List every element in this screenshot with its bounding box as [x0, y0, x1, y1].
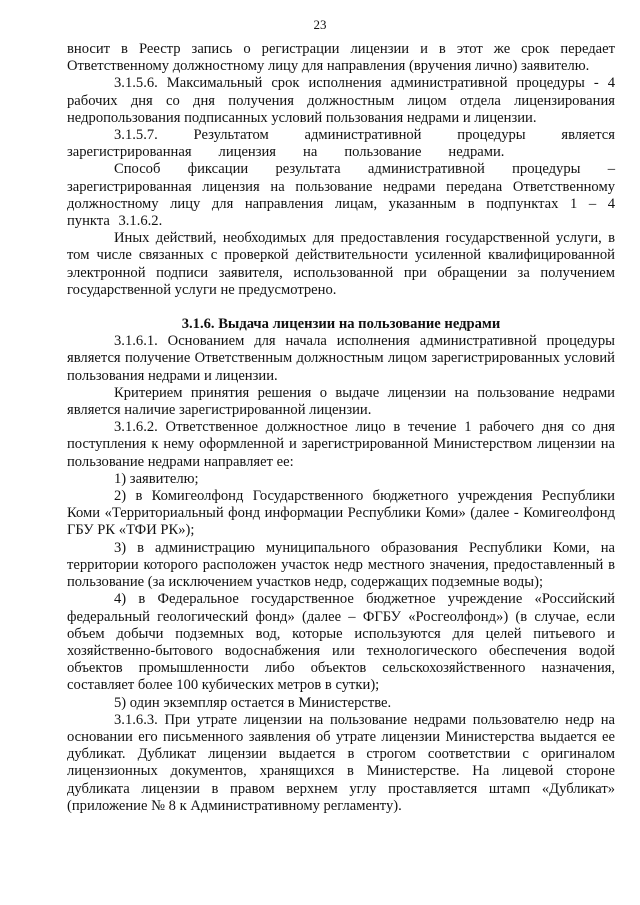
section-heading-3-1-6: 3.1.6. Выдача лицензии на пользование недрами: [181, 316, 501, 333]
paragraph-fixation-method: Способ фиксации результата административной процедуры – зарегистрированная лицензия на пользование недрами передана Ответственному должностному лицу для направления лицам, указанным в подпунктах 1 – 4 пункта 3.1.6.2.: [67, 161, 615, 230]
paragraph-3-1-6-2: 3.1.6.2. Ответственное должностное лицо в течение 1 рабочего дня со дня поступления к нему оформленной и зарегистрированной Министерством лицензии на пользование недрами направляет ее:: [67, 419, 615, 470]
paragraph-decision-criterion: Критерием принятия решения о выдаче лицензии на пользование недрами является наличие зарегистрированной лицензии.: [67, 384, 615, 419]
document-body: [67, 41, 615, 815]
list-item-ministry-copy: 5) один экземпляр остается в Министерстве.: [114, 694, 392, 711]
page-number: 23: [313, 17, 327, 32]
paragraph-3-1-5-7: 3.1.5.7. Результатом административной процедуры является зарегистрированная лицензия на пользование недрами.: [67, 127, 615, 161]
paragraph-3-1-6-3: 3.1.6.3. При утрате лицензии на пользование недрами пользователю недр на основании его письменного заявления об утрате лицензии Министерства выдается ее дубликат. Дубликат лицензии выдается в строгом соответствии с оригиналом лицензионных документов, хранящихся в Министерстве. На лицевой стороне дубликата лицензии в правом верхнем углу проставляется штамп «Дубликат» (приложение № 8 к Административному регламенту).: [67, 711, 615, 814]
paragraph-3-1-5-6: 3.1.5.6. Максимальный срок исполнения административной процедуры - 4 рабочих дня со дня получения должностным лицом отдела лицензирования недропользования подписанных условий пользования недрами и лицензии.: [67, 75, 615, 126]
paragraph-3-1-6-1: 3.1.6.1. Основанием для начала исполнения административной процедуры является получение Ответственным должностным лицом зарегистрированных условий пользования недрами и лицензии.: [67, 333, 615, 384]
paragraph-registry-continuation: вносит в Реестр запись о регистрации лицензии и в этот же срок передает Ответственному должностному лицу для направления (вручения лично) заявителю.: [67, 41, 615, 75]
list-item-municipal-administration: 3) в администрацию муниципального образования Республики Коми, на территории которого расположен участок недр местного значения, предоставленный в пользование (за исключением участков недр, содержащих подземные воды);: [67, 539, 615, 591]
list-item-komigeolfond: 2) в Комигеолфонд Государственного бюджетного учреждения Республики Коми «Территориальный фонд информации Республики Коми» (далее - Комигеолфонд ГБУ РК «ТФИ РК»);: [67, 488, 615, 539]
list-item-rosgeolfond: 4) в Федеральное государственное бюджетное учреждение «Российский федеральный геологический фонд» (далее – ФГБУ «Росгеолфонд») (в случае, если объем добычи подземных вод, которые используются для целей питьевого и хозяйственно-бытового водоснабжения или технологического обеспечения водой объектов промышленности либо объектов сельскохозяйственного назначения, составляет более 100 кубических метров в сутки);: [67, 591, 615, 694]
paragraph-other-actions: Иных действий, необходимых для предоставления государственной услуги, в том числе связанных с проверкой действительности усиленной квалифицированной электронной подписи заявителя, использованной при обращении за получением государственной услуги не предусмотрено.: [67, 230, 615, 298]
list-item-applicant: 1) заявителю;: [114, 470, 199, 487]
